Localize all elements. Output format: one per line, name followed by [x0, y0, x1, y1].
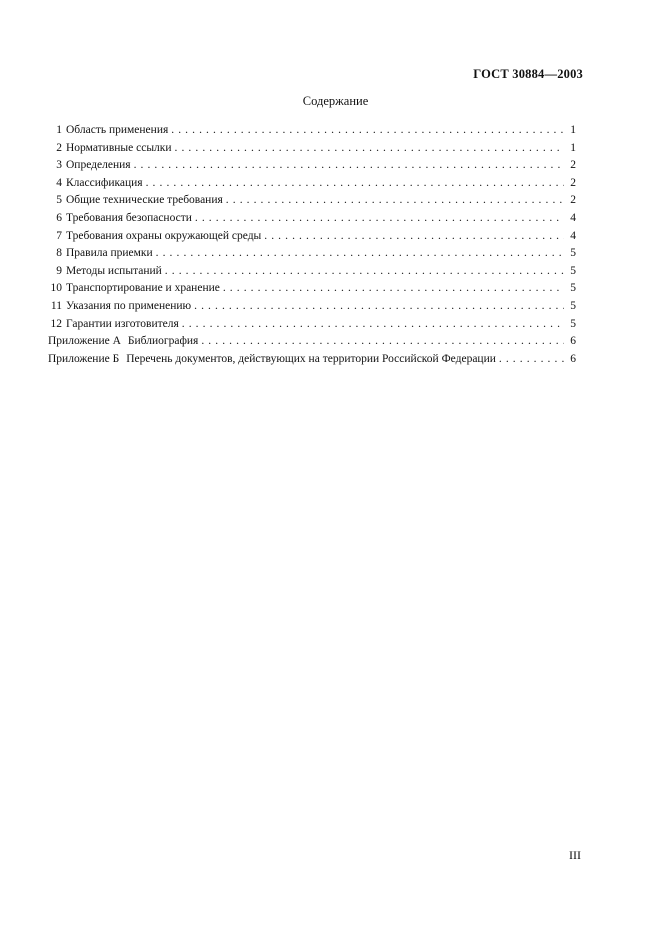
toc-entry-1[interactable] — [48, 122, 576, 140]
toc-entry-11[interactable] — [48, 298, 576, 316]
toc-entry-page: 6 — [570, 352, 576, 365]
toc-leader-dots — [165, 263, 564, 281]
toc-leader-dots — [264, 228, 564, 246]
toc-leader-dots — [171, 122, 564, 140]
toc-entry-number: 9 — [56, 264, 62, 277]
toc-leader-dots — [195, 210, 564, 228]
toc-entry-3[interactable] — [48, 157, 576, 175]
toc-entry-label: Нормативные ссылки — [66, 141, 172, 154]
toc-entry-number: 12 — [50, 317, 62, 330]
toc-entry-page: 5 — [570, 264, 576, 277]
toc-entry-number: 1 — [56, 124, 62, 136]
toc-entry-number: 11 — [50, 299, 62, 312]
toc-entry-number: 2 — [56, 141, 62, 154]
table-of-contents — [48, 122, 576, 368]
toc-entry-appendix-a[interactable] — [48, 333, 576, 351]
toc-entry-label: Классификация — [66, 176, 143, 189]
toc-entry-label: Указания по применению — [66, 299, 192, 312]
toc-entry-8[interactable] — [48, 245, 576, 263]
toc-entry-label: Транспортирование и хранение — [66, 282, 220, 295]
toc-leader-dots — [175, 140, 564, 158]
toc-entry-number: 7 — [56, 229, 62, 242]
toc-entry-appendix-b[interactable] — [48, 351, 576, 369]
toc-entry-label: Гарантии изготовителя — [66, 317, 179, 330]
toc-entry-4[interactable] — [48, 175, 576, 193]
toc-entry-page: 1 — [570, 141, 576, 154]
toc-entry-number: 3 — [56, 159, 62, 172]
toc-leader-dots — [201, 333, 564, 351]
toc-entry-number: 5 — [56, 194, 62, 207]
toc-entry-page: 5 — [570, 247, 576, 260]
toc-entry-12[interactable] — [48, 316, 576, 334]
toc-entry-10[interactable] — [48, 280, 576, 298]
toc-leader-dots — [134, 157, 564, 175]
toc-entry-page: 5 — [570, 317, 576, 330]
toc-entry-label: Требования охраны окружающей среды — [66, 229, 262, 242]
toc-entry-label: Правила приемки — [66, 247, 153, 260]
toc-entry-label: Область применения — [66, 124, 169, 136]
toc-leader-dots — [223, 280, 564, 298]
page-number: III — [569, 848, 581, 862]
toc-entry-number: 4 — [56, 176, 62, 189]
toc-leader-dots — [146, 175, 564, 193]
toc-entry-number: 8 — [56, 247, 62, 260]
toc-entry-label: Библиография — [127, 335, 199, 348]
toc-entry-number: Приложение Б — [48, 352, 120, 365]
toc-entry-7[interactable] — [48, 228, 576, 246]
toc-entry-label: Перечень документов, действующих на территории Российской Федерации — [126, 352, 496, 365]
toc-entry-page: 2 — [570, 194, 576, 207]
toc-entry-page: 4 — [570, 211, 576, 224]
toc-title: Содержание — [302, 94, 369, 108]
toc-entry-number: 6 — [56, 211, 62, 224]
toc-entry-page: 2 — [570, 176, 576, 189]
toc-entry-5[interactable] — [48, 192, 576, 210]
toc-entry-number: Приложение А — [48, 335, 121, 348]
toc-entry-6[interactable] — [48, 210, 576, 228]
toc-entry-9[interactable] — [48, 263, 576, 281]
toc-entry-page: 4 — [570, 229, 576, 242]
toc-leader-dots — [226, 192, 564, 210]
toc-entry-label: Определения — [66, 159, 131, 172]
toc-entry-page: 2 — [570, 159, 576, 172]
toc-entry-page: 1 — [570, 124, 576, 136]
document-code: ГОСТ 30884—2003 — [473, 67, 583, 81]
toc-entry-label: Требования безопасности — [66, 211, 192, 224]
toc-entry-page: 5 — [570, 299, 576, 312]
toc-leader-dots — [194, 298, 564, 316]
toc-entry-page: 6 — [570, 335, 576, 348]
toc-entry-number: 10 — [50, 282, 62, 295]
toc-leader-dots — [182, 316, 564, 334]
toc-entry-page: 5 — [570, 282, 576, 295]
toc-leader-dots — [499, 351, 564, 369]
toc-leader-dots — [156, 245, 564, 263]
toc-entry-2[interactable] — [48, 140, 576, 158]
toc-entry-label: Методы испытаний — [66, 264, 162, 277]
toc-entry-label: Общие технические требования — [66, 194, 223, 207]
